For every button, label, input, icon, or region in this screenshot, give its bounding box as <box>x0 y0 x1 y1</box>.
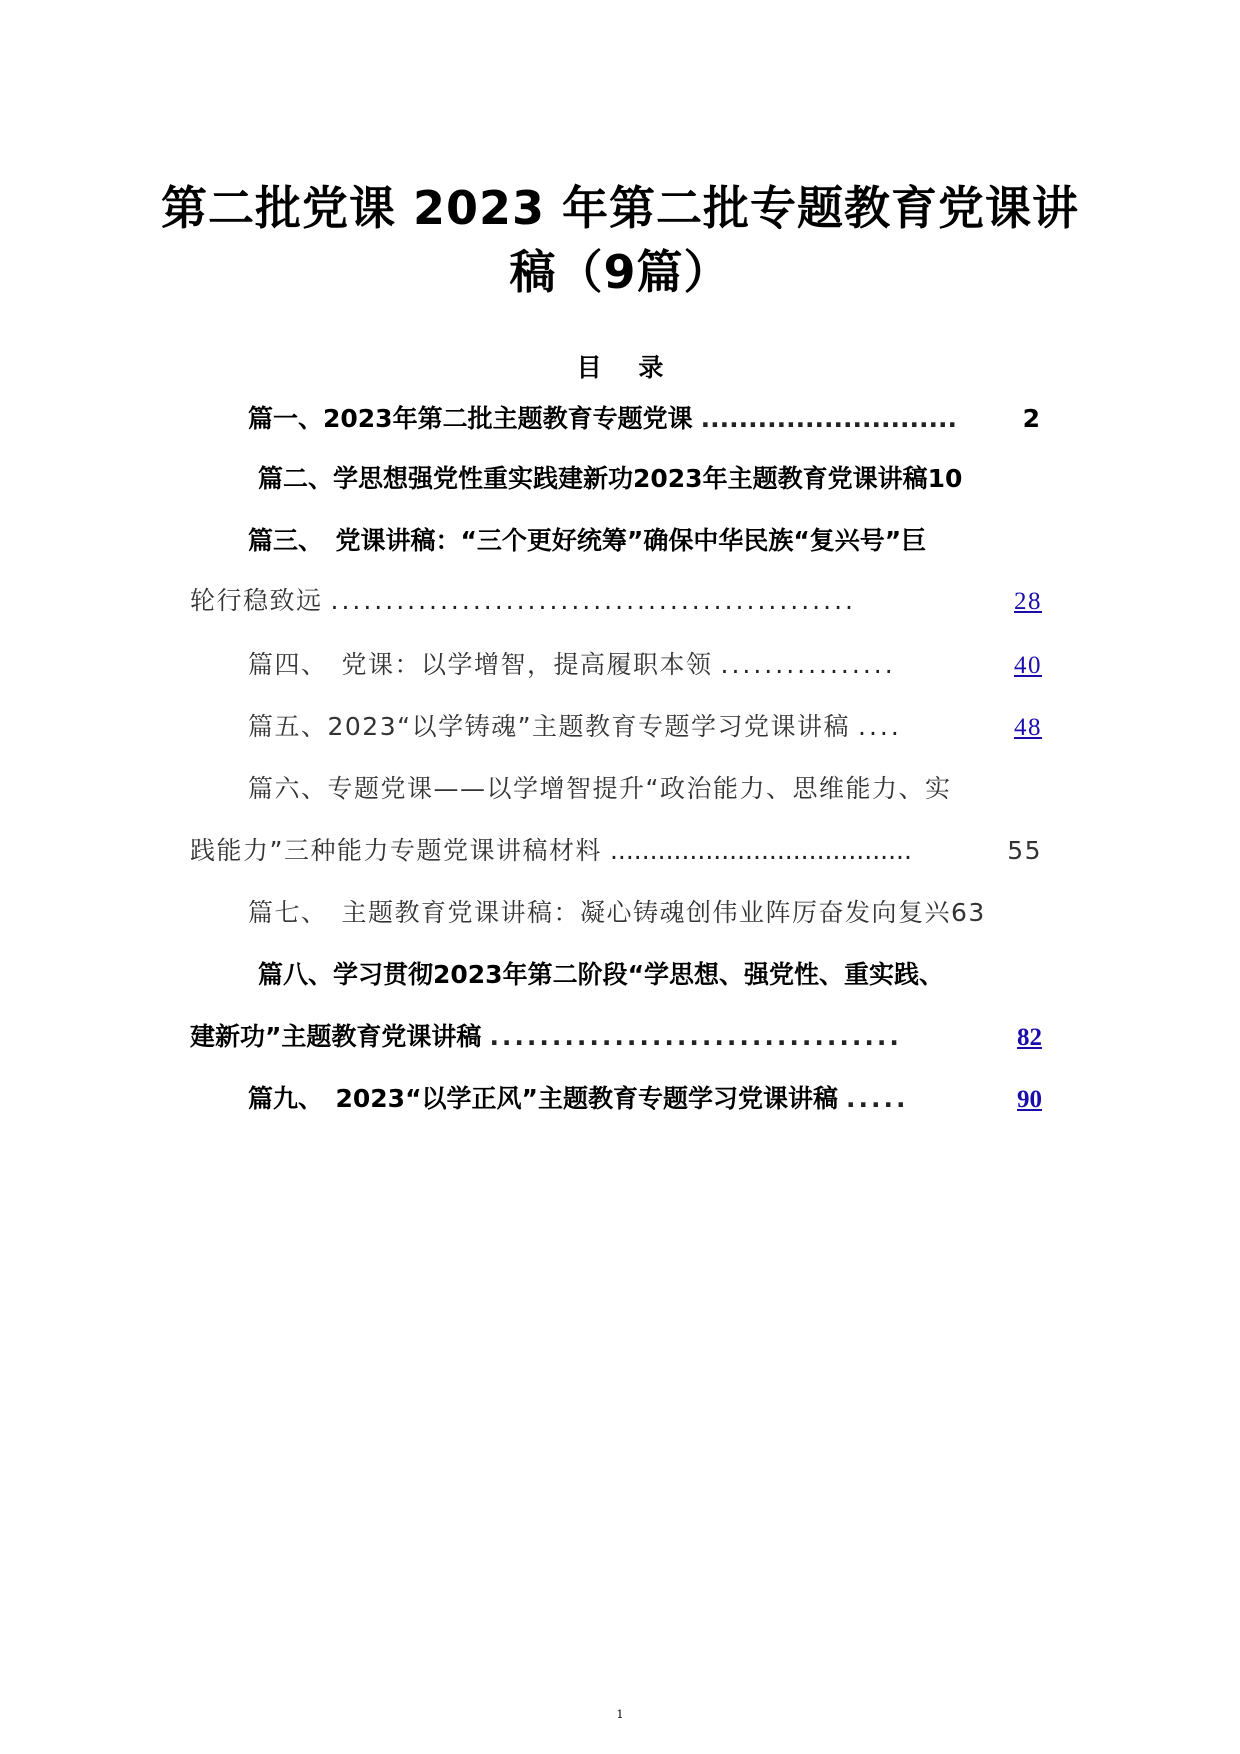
toc-page-number: 55 <box>1007 836 1042 865</box>
toc-entry-text: 践能力”三种能力专题党课讲稿材料 <box>190 836 602 865</box>
toc-leader-dots: ........................... <box>700 404 958 433</box>
toc-entry-6-continued[interactable] <box>190 834 1042 868</box>
toc-page-link[interactable]: 40 <box>1014 652 1042 679</box>
toc-entry-8-continued[interactable] <box>190 1020 1042 1055</box>
toc-entry-text: 篇六、专题党课——以学增智提升“政治能力、思维能力、实 <box>248 774 952 803</box>
toc-page-link[interactable]: 90 <box>1017 1086 1042 1113</box>
toc-entry-text: 篇四、 党课：以学增智，提高履职本领 <box>248 650 713 679</box>
toc-entry-text: 篇七、 主题教育党课讲稿：凝心铸魂创伟业阵厉奋发向复兴63 <box>248 898 986 927</box>
toc-page-link[interactable]: 28 <box>1014 588 1042 615</box>
toc-leader-dots: ..... <box>845 1084 909 1113</box>
toc-entry-6[interactable] <box>248 772 1048 806</box>
toc-leader-dots: .... <box>858 712 902 741</box>
page-number: 1 <box>616 1708 624 1721</box>
toc-entry-4[interactable] <box>248 648 1042 683</box>
toc-entry-text: 篇八、学习贯彻2023年第二阶段“学思想、强党性、重实践、 <box>258 960 945 989</box>
toc-heading: 目 录 <box>576 353 664 382</box>
title-line-1: 第二批党课 2023 年第二批专题教育党课讲 <box>160 181 1080 235</box>
toc-entry-text: 轮行稳致远 <box>190 586 323 615</box>
toc-entry-3-continued[interactable] <box>190 584 1042 619</box>
toc-entry-text: 篇二、学思想强党性重实践建新功2023年主题教育党课讲稿10 <box>258 464 963 493</box>
toc-leader-dots: ................................. <box>489 1022 902 1051</box>
toc-page-link[interactable]: 82 <box>1017 1024 1042 1051</box>
toc-entry-7[interactable] <box>248 896 1048 930</box>
toc-entry-text: 篇五、2023“以学铸魂”主题教育专题学习党课讲稿 <box>248 712 851 741</box>
toc-entry-text: 建新功”主题教育党课讲稿 <box>190 1022 482 1051</box>
toc-page-link[interactable]: 48 <box>1014 714 1042 741</box>
toc-entry-9[interactable] <box>248 1082 1042 1117</box>
toc-entry-3[interactable] <box>248 524 1048 558</box>
toc-entry-8[interactable] <box>258 958 1048 992</box>
table-of-contents <box>190 0 1042 1200</box>
toc-entry-5[interactable] <box>248 710 1042 745</box>
toc-entry-1[interactable] <box>248 402 1040 436</box>
toc-leader-dots: ...................................... <box>609 836 912 865</box>
toc-entry-2[interactable] <box>258 462 1058 496</box>
toc-entry-text: 篇九、 2023“以学正风”主题教育专题学习党课讲稿 <box>248 1084 838 1113</box>
toc-entry-text: 篇三、 党课讲稿：“三个更好统筹”确保中华民族“复兴号”巨 <box>248 526 927 555</box>
toc-entry-text: 篇一、2023年第二批主题教育专题党课 <box>248 404 693 433</box>
toc-leader-dots: ................................................ <box>330 586 856 615</box>
toc-page-number: 2 <box>1022 404 1040 433</box>
title-line-2: 稿（9篇） <box>509 245 731 299</box>
toc-leader-dots: ................ <box>720 650 896 679</box>
